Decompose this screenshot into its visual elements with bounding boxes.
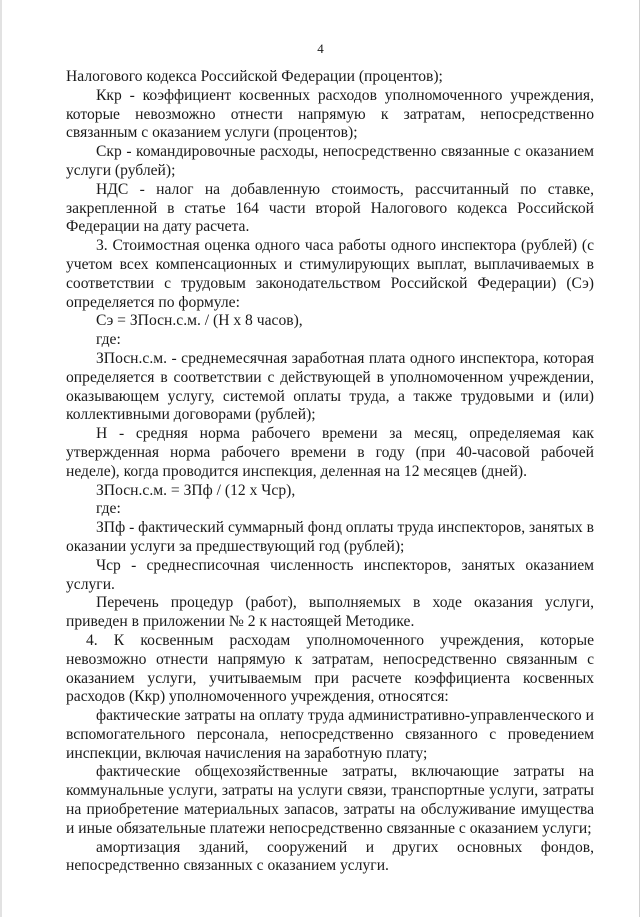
paragraph-where-2: где: bbox=[96, 500, 121, 518]
formula-zposn: ЗПосн.с.м. = ЗПф / (12 x Чср), bbox=[96, 481, 296, 499]
paragraph-admin-costs: фактические затраты на оплату труда административно-управленческого и вспомогательного персонала, непосредственно связанного с проведением инспекции, включая начисления на заработную плату; bbox=[66, 707, 594, 762]
paragraph-general-costs: фактические общехозяйственные затраты, включающие затраты на коммунальные услуги, затраты на услуги связи, транспортные услуги, затраты на приобретение материальных запасов, затраты на обслуживание имущества и иные обязательные платежи непосредственно связанные с оказанием услуги; bbox=[66, 763, 594, 837]
paragraph-zpf-definition: ЗПф - фактический суммарный фонд оплаты труда инспекторов, занятых в оказании услуги за предшествующий год (рублей); bbox=[66, 519, 594, 555]
paragraph-chsr-definition: Чср - среднесписочная численность инспекторов, занятых оказанием услуги. bbox=[66, 556, 594, 593]
paragraph-item-3: 3. Стоимостная оценка одного часа работы одного инспектора (рублей) (с учетом всех компенсационных и стимулирующих выплат, выплачиваемых в соответствии с трудовым законодательством Российской Федерации) (Сэ) определяется по формуле: bbox=[66, 237, 594, 311]
paragraph-zposn-definition: ЗПосн.с.м. - среднемесячная заработная плата одного инспектора, которая определяется в соответствии с действующей в уполномоченном учреждении, оказывающем услугу, системой оплаты труда, а также трудовыми и (или) коллективными договорами (рублей); bbox=[66, 349, 594, 424]
paragraph-procedures-list: Перечень процедур (работ), выполняемых в ходе оказания услуги, приведен в приложении № 2 к настоящей Методике. bbox=[66, 594, 594, 631]
paragraph-skr-definition: Скр - командировочные расходы, непосредственно связанные с оказанием услуги (рублей); bbox=[66, 143, 594, 179]
paragraph-n-definition: Н - средняя норма рабочего времени за месяц, определяемая как утвержденная норма рабочего времени в году (при 40-часовой рабочей неделе), когда проводится инспекция, деленная на 12 месяцев (дней). bbox=[66, 425, 594, 480]
page-number: 4 bbox=[317, 41, 324, 56]
paragraph-kkr-definition: Ккр - коэффициент косвенных расходов уполномоченного учреждения, которые невозможно отнести напрямую к затратам, непосредственно связанным с оказанием услуги (процентов); bbox=[66, 86, 594, 142]
formula-se: Сэ = ЗПосн.с.м. / (Н x 8 часов), bbox=[96, 312, 303, 330]
document-body bbox=[66, 68, 594, 876]
paragraph-where-1: где: bbox=[96, 331, 121, 349]
paragraph-nds-definition: НДС - налог на добавленную стоимость, рассчитанный по ставке, закрепленной в статье 164 части второй Налогового кодекса Российской Федерации на дату расчета. bbox=[66, 180, 594, 236]
paragraph-depreciation: амортизация зданий, сооружений и других основных фондов, непосредственно связанных с оказанием услуги. bbox=[66, 838, 594, 875]
paragraph-item-4: 4. К косвенным расходам уполномоченного учреждения, которые невозможно отнести напрямую к затратам, непосредственно связанным с оказанием услуги, учитываемым при расчете коэффициента косвенных расходов (Ккр) уполномоченного учреждения, относятся: bbox=[66, 631, 594, 706]
paragraph-tax-code-ref: Налогового кодекса Российской Федерации (процентов); bbox=[66, 68, 443, 85]
